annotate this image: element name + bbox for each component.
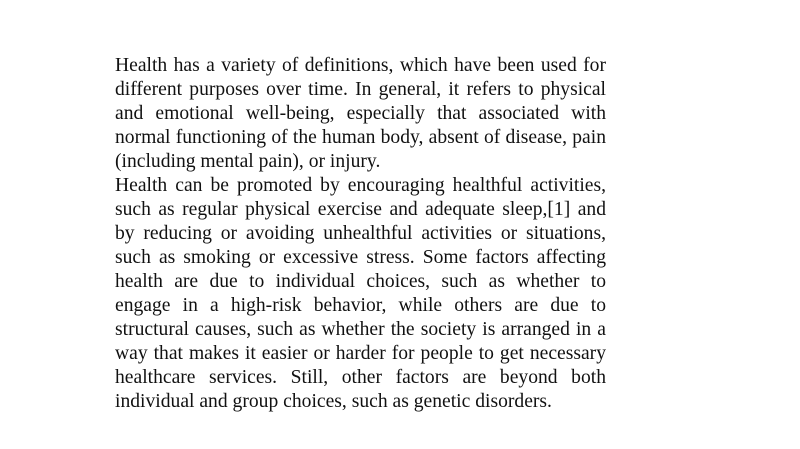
paragraph-health-promotion: Health can be promoted by encouraging healthful activities, such as regular physical exercise and adequate sleep,[1] and by reducing or avoiding unhealthful activities or situations, such as smoking or excessive stress. Some factors affecting health are due to individual choices, such as whether to engage in a high-risk behavior, while others are due to structural causes, such as whether the society is arranged in a way that makes it easier or harder for people to get necessary healthcare services. Still, other factors are beyond both individual and group choices, such as genetic disorders. — [115, 175, 606, 412]
paragraph-health-definition: Health has a variety of definitions, which have been used for different purposes over time. In general, it refers to physical and emotional well-being, especially that associated with normal functioning of the human body, absent of disease, pain (including mental pain), or injury. — [115, 55, 606, 172]
body-text — [115, 54, 606, 414]
